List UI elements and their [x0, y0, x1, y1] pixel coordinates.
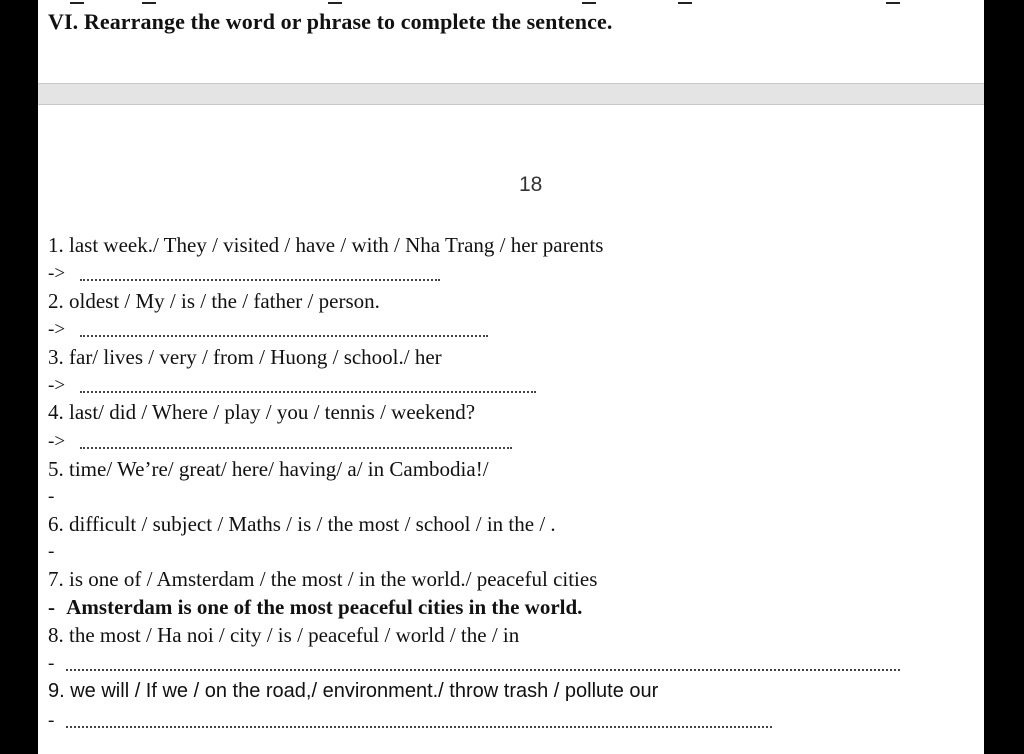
answer-line-1[interactable]	[48, 263, 440, 285]
answer-prefix: ->	[48, 319, 66, 340]
answer-prefix: -	[48, 541, 55, 562]
question-5: 5. time/ We’re/ great/ here/ having/ a/ in Cambodia!/	[48, 457, 489, 481]
answer-prefix: -	[48, 710, 55, 731]
answer-prefix: ->	[48, 431, 66, 452]
dotted-answer-blank[interactable]	[80, 269, 440, 281]
question-1: 1. last week./ They / visited / have / with / Nha Trang / her parents	[48, 233, 604, 257]
answer-line-5[interactable]	[48, 486, 54, 508]
document-page	[38, 0, 984, 754]
answer-prefix: ->	[48, 375, 66, 396]
question-3: 3. far/ lives / very / from / Huong / school./ her	[48, 345, 442, 369]
answer-prefix: -	[48, 653, 55, 674]
answer-line-7	[48, 595, 582, 620]
question-6: 6. difficult / subject / Maths / is / the most / school / in the / .	[48, 512, 556, 536]
answer-line-6[interactable]	[48, 541, 54, 563]
answer-prefix: ->	[48, 263, 66, 284]
answer-prefix: -	[48, 486, 55, 507]
cropped-text-remnant	[38, 0, 984, 4]
answer-line-4[interactable]	[48, 431, 512, 453]
dotted-answer-blank[interactable]	[66, 659, 900, 671]
answer-prefix: -	[48, 595, 55, 619]
answer-text: Amsterdam is one of the most peaceful cities in the world.	[66, 595, 583, 619]
question-8: 8. the most / Ha noi / city / is / peaceful / world / the / in	[48, 623, 520, 647]
question-7: 7. is one of / Amsterdam / the most / in the world./ peaceful cities	[48, 567, 598, 591]
question-4: 4. last/ did / Where / play / you / tennis / weekend?	[48, 400, 476, 424]
answer-line-9[interactable]	[48, 710, 772, 732]
answer-line-3[interactable]	[48, 375, 536, 397]
question-9: 9. we will / If we / on the road,/ environment./ throw trash / pollute our	[48, 680, 659, 702]
dotted-answer-blank[interactable]	[80, 437, 512, 449]
exercise-heading: VI. Rearrange the word or phrase to complete the sentence.	[48, 9, 613, 34]
dotted-answer-blank[interactable]	[66, 716, 772, 728]
answer-line-2[interactable]	[48, 319, 488, 341]
page-break-bar	[38, 83, 984, 105]
page-number: 18	[519, 173, 543, 196]
dotted-answer-blank[interactable]	[80, 381, 536, 393]
question-2: 2. oldest / My / is / the / father / person.	[48, 289, 380, 313]
dotted-answer-blank[interactable]	[80, 325, 488, 337]
answer-line-8[interactable]	[48, 653, 900, 675]
